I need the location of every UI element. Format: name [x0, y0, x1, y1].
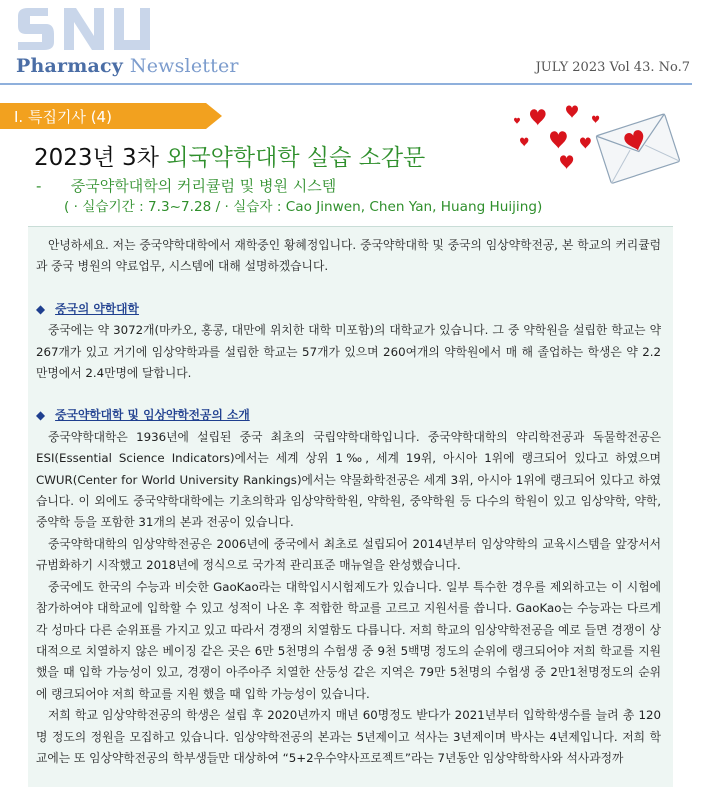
newsletter-brand [16, 55, 239, 77]
brand-word-newsletter: Newsletter [129, 55, 239, 77]
section-tab-label: I. 특집기사 (4) [14, 108, 112, 126]
subtitle-dash: - [36, 177, 42, 195]
article-title-highlight: 외국약학대학 실습 소감문 [166, 145, 426, 171]
section-heading-cpu-intro [36, 405, 661, 426]
intro-paragraph: 안녕하세요. 저는 중국약학대학에서 재학중인 황혜정입니다. 중국약학대학 및 중국의 임상약학전공, 본 학교의 커리큘럼과 중국 병원의 약료업무, 시스템에 대해 설명하겠습니다. [36, 238, 661, 274]
paragraph: 저희 학교 임상약학전공의 학생은 설립 후 2020년까지 매년 60명정도 받다가 2021년부터 입학학생수를 늘려 총 120명 정도의 정원을 모집하고 있습니다. 임상약학전공의 본과는 5년제이고 석사는 3년제이며 박사는 4년제입니다. 저희 학교에는 또 임상약학전공의 학부생들만 대상하여 “5+2우수약사프로젝트”라는 7년동안 임상약학학사와 석사과정까 [36, 708, 661, 765]
diamond-bullet-icon: ◆ [36, 408, 46, 423]
paragraph: 중국에도 한국의 수능과 비슷한 GaoKao라는 대학입시시험제도가 있습니다. 일부 특수한 경우를 제외하고는 이 시험에 참가하여야 대학교에 입학할 수 있고 성적이 나온 후 적합한 학교를 고르고 지원서를 씁니다. GaoKao는 수능과는 다르게 각 성마다 다른 순위표를 가지고 있고 따라서 경쟁의 치열함도 다릅니다. 저희 학교의 임상약학전공을 예로 들면 경쟁이 상대적으로 치열하지 않은 베이징 같은 곳은 6만 5천명의 수험생 중 9천 5백명 정도의 순위에 랭크되어야 저희 학교를 지원했을 때 입학 가능성이 있고, 경쟁이 아주아주 치열한 산둥성 같은 지역은 79만 5천명의 수험생 중 2만1천명정도의 순위에 랭크되어야 저희 학교를 지원 했을 때 입학 가능성이 있습니다. [36, 579, 662, 701]
article-body [28, 226, 673, 787]
article-title-prefix: 2023년 3차 [34, 145, 159, 171]
article-subtitle [36, 175, 336, 196]
issue-info: JULY 2023 Vol 43. No.7 [535, 60, 690, 75]
heading-text: 중국약학대학 및 임상약학전공의 소개 [55, 408, 250, 423]
paragraph: 중국약학대학은 1936년에 설립된 중국 최초의 국립약학대학입니다. 중국약학대학의 약리학전공과 독물학전공은 ESI(Essential Science Indicators)에서는 세계 상위 1‰, 세계 19위, 아시아 1위에 랭크되어 있다고 하였으며 CWUR(Center for World University Rankings)에서는 약물화학전공은 세계 3위, 아시아 1위에 랭크되어 있다고 하였습니다. 이 외에도 중국약학대학에는 기초의학과 임상약학학원, 약학원, 중약학원 등 다수의 학원이 있고 임상약학, 약학, 중약학 등을 포함한 31개의 본과 전공이 있습니다. [36, 429, 661, 530]
article-title [34, 139, 425, 172]
header-divider [0, 83, 692, 85]
diamond-bullet-icon: ◆ [36, 301, 46, 316]
paragraph: 중국약학대학의 임상약학전공은 2006년에 중국에서 최초로 설립되어 2014년부터 임상약학의 교육시스템을 앞장서서 규범화하기 시작했고 2018년에 정식으로 국가적 관리표준 매뉴얼을 완성했습니다. [36, 536, 661, 573]
love-letter-illustration [500, 98, 680, 228]
subtitle-text: 중국약학대학의 커리큘럼 및 병원 시스템 [70, 177, 337, 195]
section-tab [0, 103, 222, 129]
snu-logo [14, 6, 154, 52]
paragraph: 중국에는 약 3072개(마카오, 홍콩, 대만에 위치한 대학 미포함)의 대학교가 있습니다. 그 중 약학원을 설립한 학교는 약 267개가 있고 거기에 임상약학과를 설립한 학교는 57개가 있으며 260여개의 약학원에서 매 해 졸업하는 학생은 약 2.2만명에서 2.4만명에 달합니다. [36, 323, 661, 381]
practice-period: ( · 실습기간 : 7.3~7.28 / · 실습자 : Cao Jinwen, Chen Yan, Huang Huijing) [64, 199, 543, 215]
heading-text: 중국의 약학대학 [55, 301, 139, 316]
section-heading-china-pharmacy [36, 299, 661, 320]
brand-word-pharmacy: Pharmacy [16, 55, 124, 77]
